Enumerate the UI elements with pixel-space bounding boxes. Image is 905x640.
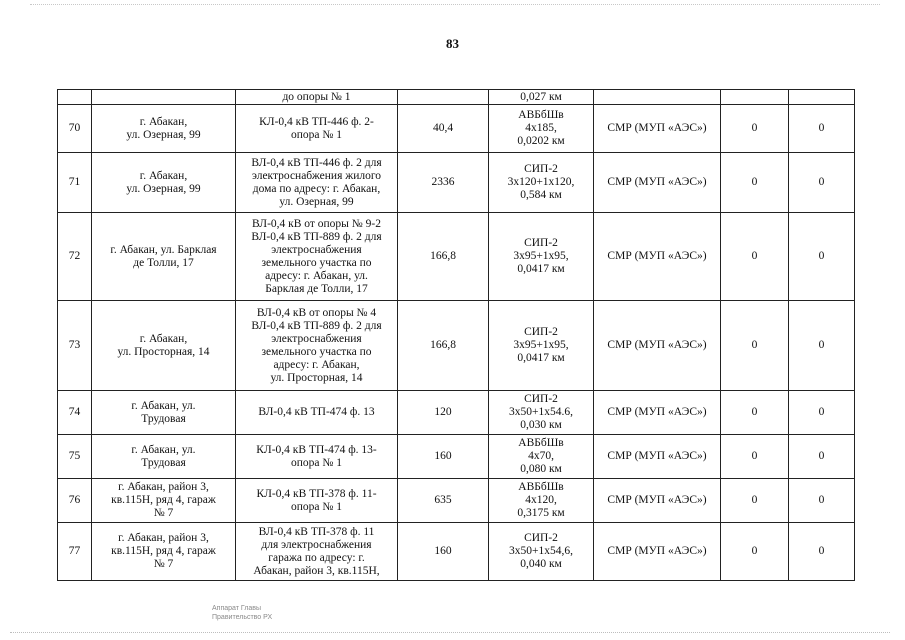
scan-edge-top bbox=[30, 4, 880, 5]
stamp-line-2: Правительство РХ bbox=[212, 614, 273, 621]
value-cell: 0 bbox=[789, 523, 855, 581]
cable-cell: СИП-2 3х95+1х95, 0,0417 км bbox=[489, 301, 594, 391]
object-cell: КЛ-0,4 кВ ТП-446 ф. 2- опора № 1 bbox=[236, 105, 398, 153]
length-cell: 160 bbox=[398, 523, 489, 581]
value-cell: 0 bbox=[789, 153, 855, 213]
value-cell bbox=[789, 90, 855, 105]
length-cell bbox=[398, 90, 489, 105]
object-cell: ВЛ-0,4 кВ от опоры № 4 ВЛ-0,4 кВ ТП-889 ф. 2 для электроснабжения земельного участка по адресу: г. Абакан, ул. Просторная, 14 bbox=[236, 301, 398, 391]
address-cell: г. Абакан, район 3, кв.115Н, ряд 4, гараж № 7 bbox=[92, 479, 236, 523]
cable-cell: СИП-2 3х95+1х95, 0,0417 км bbox=[489, 213, 594, 301]
executor-cell: СМР (МУП «АЭС») bbox=[594, 479, 721, 523]
value-cell: 0 bbox=[789, 301, 855, 391]
value-cell: 0 bbox=[721, 213, 789, 301]
object-cell: ВЛ-0,4 кВ ТП-378 ф. 11 для электроснабжения гаража по адресу: г. Абакан, район 3, кв.115Н, bbox=[236, 523, 398, 581]
value-cell: 0 bbox=[789, 479, 855, 523]
row-number: 71 bbox=[58, 153, 92, 213]
scan-edge-bottom bbox=[10, 632, 890, 633]
value-cell: 0 bbox=[789, 391, 855, 435]
object-cell: ВЛ-0,4 кВ от опоры № 9-2 ВЛ-0,4 кВ ТП-889 ф. 2 для электроснабжения земельного участка по адресу: г. Абакан, ул. Барклая де Толли, 17 bbox=[236, 213, 398, 301]
executor-cell: СМР (МУП «АЭС») bbox=[594, 105, 721, 153]
address-cell: г. Абакан, ул. Просторная, 14 bbox=[92, 301, 236, 391]
value-cell bbox=[721, 90, 789, 105]
table-row bbox=[58, 479, 855, 523]
row-number: 76 bbox=[58, 479, 92, 523]
address-cell: г. Абакан, ул. Озерная, 99 bbox=[92, 153, 236, 213]
table-row bbox=[58, 435, 855, 479]
row-number: 75 bbox=[58, 435, 92, 479]
address-cell: г. Абакан, ул. Трудовая bbox=[92, 435, 236, 479]
address-cell: г. Абакан, район 3, кв.115Н, ряд 4, гараж № 7 bbox=[92, 523, 236, 581]
address-cell bbox=[92, 90, 236, 105]
object-cell: до опоры № 1 bbox=[236, 90, 398, 105]
table-row bbox=[58, 391, 855, 435]
table-row bbox=[58, 90, 855, 105]
executor-cell: СМР (МУП «АЭС») bbox=[594, 213, 721, 301]
cable-cell: АВБбШв 4х120, 0,3175 км bbox=[489, 479, 594, 523]
table-row bbox=[58, 105, 855, 153]
value-cell: 0 bbox=[721, 479, 789, 523]
value-cell: 0 bbox=[721, 153, 789, 213]
address-cell: г. Абакан, ул. Трудовая bbox=[92, 391, 236, 435]
cable-cell: СИП-2 3х50+1х54.6, 0,030 км bbox=[489, 391, 594, 435]
address-cell: г. Абакан, ул. Озерная, 99 bbox=[92, 105, 236, 153]
row-number: 73 bbox=[58, 301, 92, 391]
object-cell: КЛ-0,4 кВ ТП-378 ф. 11- опора № 1 bbox=[236, 479, 398, 523]
table-row bbox=[58, 153, 855, 213]
executor-cell: СМР (МУП «АЭС») bbox=[594, 153, 721, 213]
length-cell: 40,4 bbox=[398, 105, 489, 153]
executor-cell bbox=[594, 90, 721, 105]
cable-cell: СИП-2 3х50+1х54,6, 0,040 км bbox=[489, 523, 594, 581]
length-cell: 166,8 bbox=[398, 213, 489, 301]
value-cell: 0 bbox=[721, 435, 789, 479]
cable-cell: СИП-2 3х120+1х120, 0,584 км bbox=[489, 153, 594, 213]
row-number: 70 bbox=[58, 105, 92, 153]
stamp-line-1: Аппарат Главы bbox=[212, 605, 262, 612]
value-cell: 0 bbox=[721, 391, 789, 435]
executor-cell: СМР (МУП «АЭС») bbox=[594, 391, 721, 435]
cable-cell: АВБбШв 4х70, 0,080 км bbox=[489, 435, 594, 479]
object-cell: КЛ-0,4 кВ ТП-474 ф. 13- опора № 1 bbox=[236, 435, 398, 479]
row-number: 77 bbox=[58, 523, 92, 581]
length-cell: 120 bbox=[398, 391, 489, 435]
table-row bbox=[58, 213, 855, 301]
value-cell: 0 bbox=[721, 523, 789, 581]
row-number: 74 bbox=[58, 391, 92, 435]
value-cell: 0 bbox=[721, 301, 789, 391]
length-cell: 635 bbox=[398, 479, 489, 523]
office-stamp bbox=[212, 604, 272, 622]
executor-cell: СМР (МУП «АЭС») bbox=[594, 301, 721, 391]
executor-cell: СМР (МУП «АЭС») bbox=[594, 523, 721, 581]
table-row bbox=[58, 523, 855, 581]
object-cell: ВЛ-0,4 кВ ТП-474 ф. 13 bbox=[236, 391, 398, 435]
value-cell: 0 bbox=[789, 105, 855, 153]
data-table bbox=[57, 89, 855, 581]
cable-cell: АВБбШв 4х185, 0,0202 км bbox=[489, 105, 594, 153]
table-row bbox=[58, 301, 855, 391]
cable-cell: 0,027 км bbox=[489, 90, 594, 105]
executor-cell: СМР (МУП «АЭС») bbox=[594, 435, 721, 479]
value-cell: 0 bbox=[789, 435, 855, 479]
length-cell: 166,8 bbox=[398, 301, 489, 391]
row-number: 72 bbox=[58, 213, 92, 301]
value-cell: 0 bbox=[721, 105, 789, 153]
row-number bbox=[58, 90, 92, 105]
length-cell: 2336 bbox=[398, 153, 489, 213]
address-cell: г. Абакан, ул. Барклая де Толли, 17 bbox=[92, 213, 236, 301]
length-cell: 160 bbox=[398, 435, 489, 479]
object-cell: ВЛ-0,4 кВ ТП-446 ф. 2 для электроснабжения жилого дома по адресу: г. Абакан, ул. Озерная, 99 bbox=[236, 153, 398, 213]
page-number: 83 bbox=[446, 36, 459, 51]
value-cell: 0 bbox=[789, 213, 855, 301]
